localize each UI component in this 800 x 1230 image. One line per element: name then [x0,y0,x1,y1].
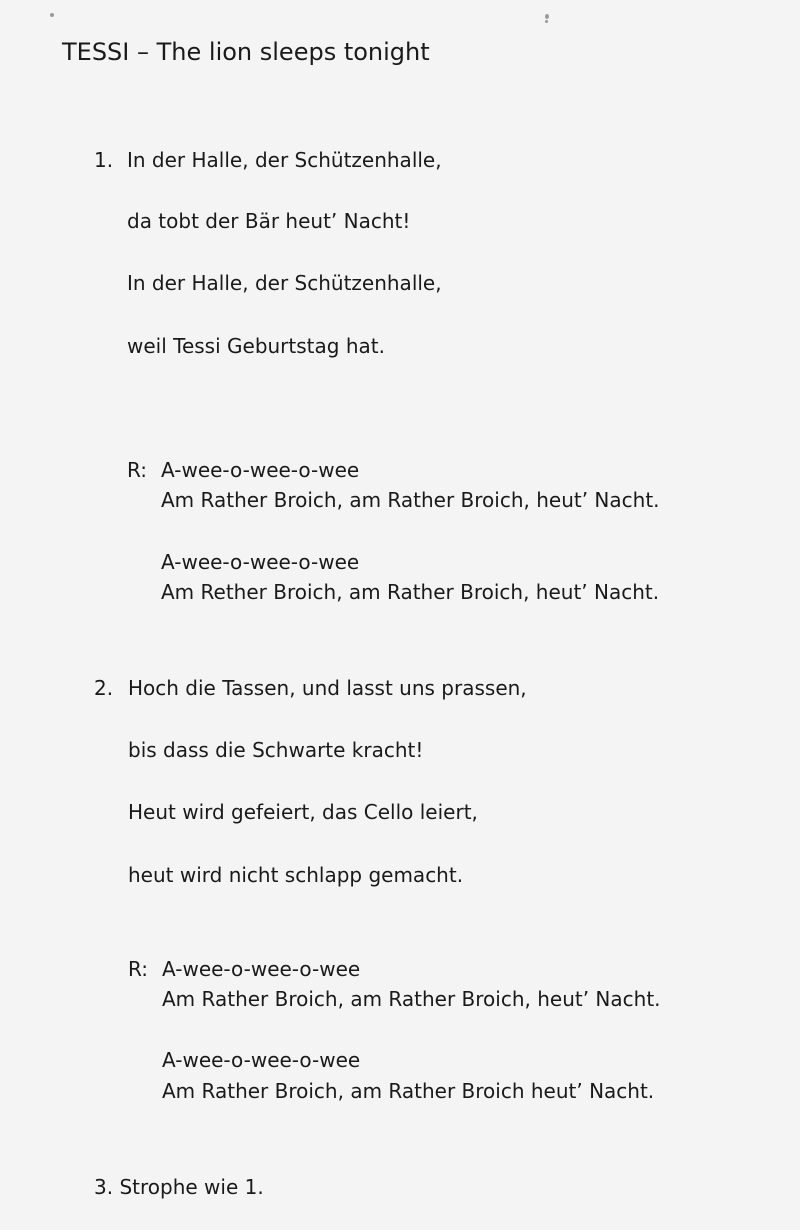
refrain-line: A-wee-o-wee-o-wee [162,1048,361,1072]
verse-3-line: 3. Strophe wie 1. [94,1175,264,1199]
refrain-line: A-wee-o-wee-o-wee [161,458,360,482]
song-title: TESSI – The lion sleeps tonight [62,38,430,66]
verse-line: heut wird nicht schlapp gemacht. [128,863,464,887]
verse-line: weil Tessi Geburtstag hat. [127,334,385,358]
verse-line: In der Halle, der Schützenhalle, [127,148,442,172]
scan-speck [545,20,548,23]
refrain-marker: R: [127,458,148,482]
refrain-line: Am Rether Broich, am Rather Broich, heut’ Nacht. [161,580,660,604]
verse-line: bis dass die Schwarte kracht! [128,738,424,762]
refrain-line: A-wee-o-wee-o-wee [161,550,360,574]
verse-number: 2. [94,676,114,700]
refrain-line: Am Rather Broich, am Rather Broich, heut’ Nacht. [162,987,661,1011]
refrain-line: Am Rather Broich, am Rather Broich, heut’ Nacht. [161,488,660,512]
verse-number: 1. [94,148,114,172]
refrain-line: A-wee-o-wee-o-wee [162,957,361,981]
refrain-marker: R: [128,957,149,981]
verse-line: Heut wird gefeiert, das Cello leiert, [128,800,478,824]
verse-line: da tobt der Bär heut’ Nacht! [127,209,411,233]
verse-line: In der Halle, der Schützenhalle, [127,271,442,295]
refrain-line: Am Rather Broich, am Rather Broich heut’ Nacht. [162,1079,655,1103]
scan-speck [50,13,54,17]
scan-speck [545,14,549,19]
verse-line: Hoch die Tassen, und lasst uns prassen, [128,676,527,700]
